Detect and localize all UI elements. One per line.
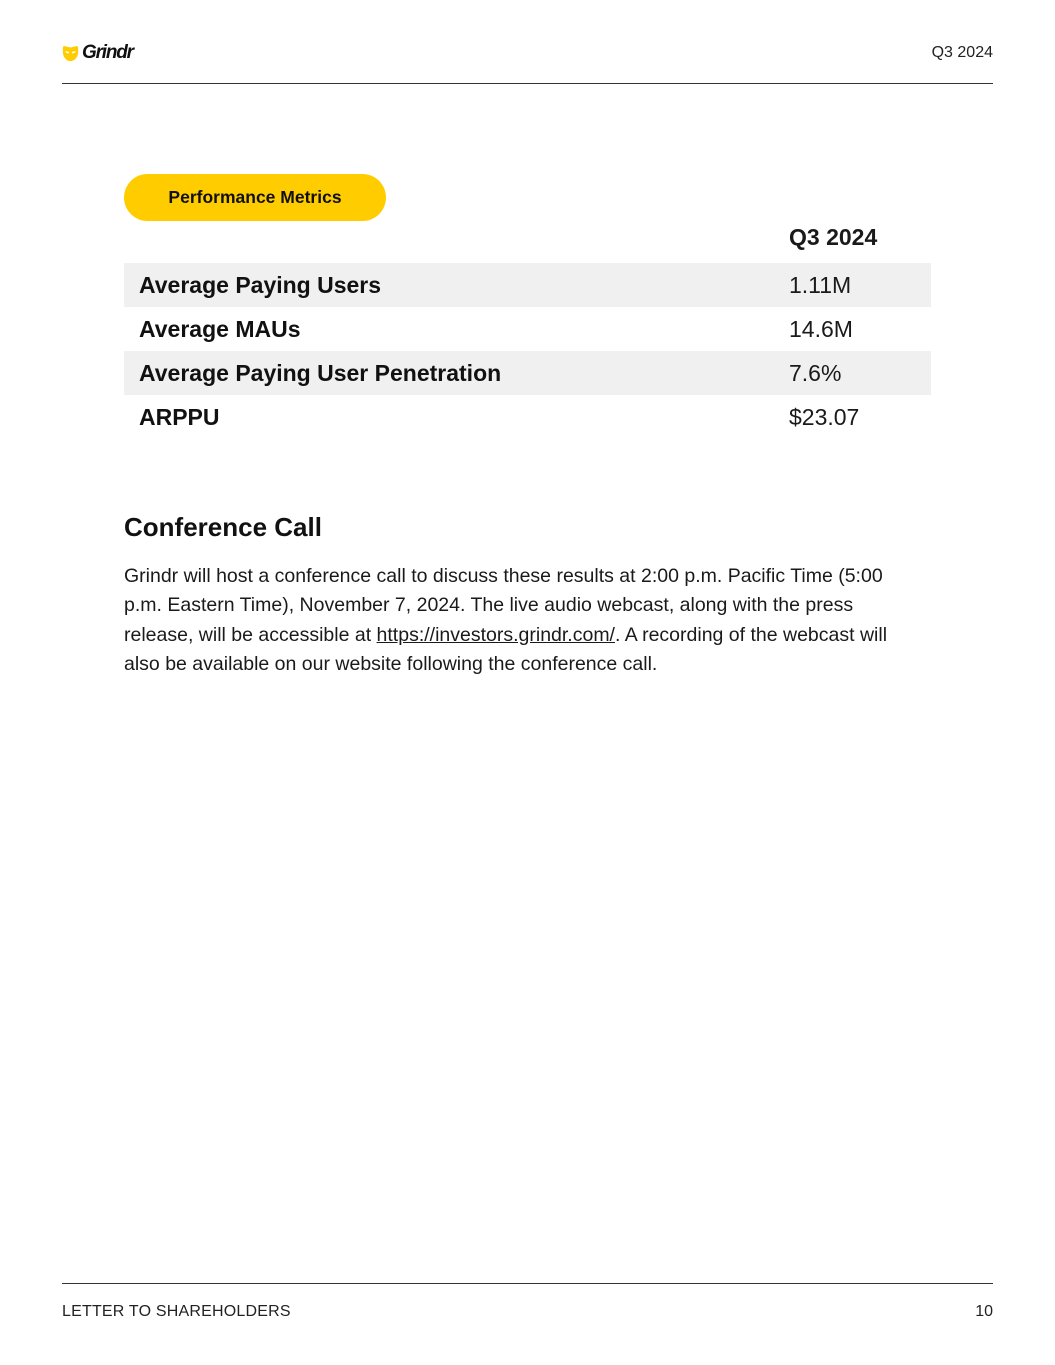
metric-value: 14.6M (789, 315, 853, 342)
table-row (124, 351, 931, 395)
metric-column-header (124, 213, 789, 262)
metric-value: 7.6% (789, 351, 931, 395)
paragraph-text: . A recording of the webcast will also be available on our website following the conference call. (124, 623, 888, 675)
header-period: Q3 2024 (931, 44, 993, 61)
grindr-mask-icon (62, 45, 79, 62)
page-header (62, 40, 993, 84)
table-row (124, 395, 931, 439)
page-number: 10 (975, 1303, 993, 1320)
grindr-logo (62, 43, 133, 63)
investors-link[interactable]: https://investors.grindr.com/ (376, 623, 615, 646)
performance-metrics-badge: Performance Metrics (124, 174, 386, 221)
logo-wordmark: Grindr (82, 42, 133, 63)
period-column-header: Q3 2024 (789, 224, 878, 250)
metrics-table (124, 213, 931, 439)
metric-label: Average MAUs (139, 315, 301, 342)
table-header-row (124, 213, 931, 262)
page-footer (62, 1283, 993, 1324)
metric-value: 1.11M (789, 263, 931, 307)
metric-value: $23.07 (789, 403, 860, 430)
conference-call-paragraph (124, 562, 914, 679)
metric-label: ARPPU (139, 403, 220, 430)
paragraph-text: Grindr will host a conference call to discuss these results at 2:00 p.m. Pacific Time (5:00 p.m. Eastern Time), November 7, 2024. The live audio webcast, along with the press release, will be accessible at (124, 565, 883, 646)
table-row (124, 263, 931, 307)
footer-label: LETTER TO SHAREHOLDERS (62, 1303, 291, 1320)
conference-call-heading: Conference Call (124, 512, 322, 542)
metric-label: Average Paying User Penetration (124, 351, 789, 395)
table-row (124, 307, 931, 351)
metric-label: Average Paying Users (124, 263, 789, 307)
